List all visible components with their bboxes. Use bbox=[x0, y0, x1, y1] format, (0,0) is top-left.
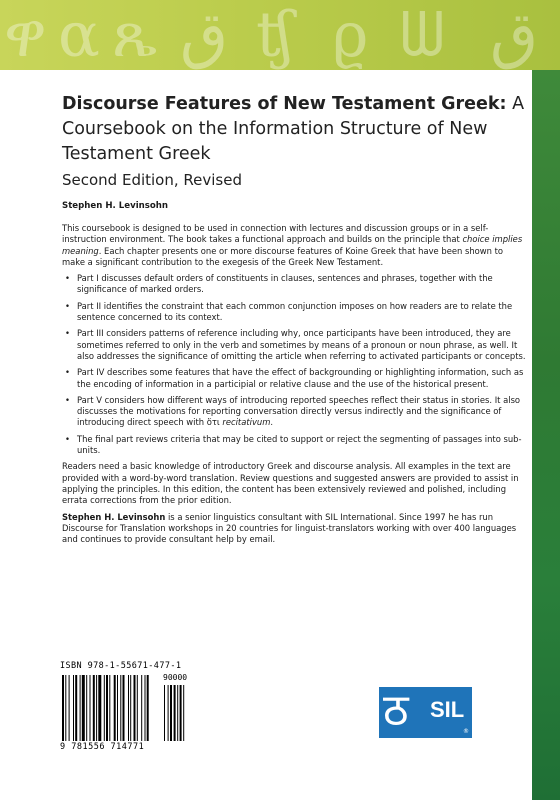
isbn-number: ISBN 978-1-55671-477-1 bbox=[60, 661, 182, 671]
decorative-glyph: ዋ bbox=[4, 0, 47, 70]
barcode-bars bbox=[62, 675, 192, 741]
intro-paragraph: This coursebook is designed to be used in connection with lectures and discussion groups or in a self-instruction environment. The book takes a functional approach and builds on the principle that choice implies meaning. Each chapter presents one or more discourse features of Koine Greek that have been shown to make a significant contribution to the exegesis of the Greek New Testament. bbox=[62, 223, 523, 267]
list-item: • Part II identifies the constraint that each common conjunction imposes on how readers are to relate the sentence concerned to its context. bbox=[65, 300, 513, 323]
readers-paragraph: Readers need a basic knowledge of introductory Greek and discourse analysis. All examples in the text are provided with a word-by-word translation. Review questions and suggested answers are provided to assist in applying the principles. In this edition, the content has been extensively reviewed and polished, including errata corrections from the prior edition. bbox=[62, 461, 519, 506]
list-item: • The final part reviews criteria that may be cited to support or reject the segmenting of passages into sub-units. bbox=[65, 433, 522, 456]
sil-logo bbox=[379, 687, 472, 738]
header-banner bbox=[0, 0, 560, 70]
list-item: • Part IV describes some features that have the effect of backgrounding or highlighting information, such as the encoding of information in a participial or relative clause and the use of the historical present. bbox=[65, 367, 524, 389]
author-bio: Stephen H. Levinsohn is a senior linguistics consultant with SIL International. Since 1997 he has run Discourse for Translation workshops in 20 countries for linguist-translators working with over 400 languages and continues to provide consultant help by email. bbox=[62, 511, 517, 545]
parts-list bbox=[62, 273, 527, 456]
list-item: • Part III considers patterns of reference including why, once participants have been introduced, they are sometimes referred to only in the verb and sometimes by means of a pronoun or noun phrase, as well. It also addresses the significance of omitting the article when referring to activated participants or concepts. bbox=[65, 328, 526, 361]
ean-number: 9 781556 714771 bbox=[60, 742, 145, 752]
trademark-symbol: ® bbox=[463, 728, 469, 735]
decorative-glyph: ʧ bbox=[256, 0, 294, 70]
decorative-glyph: α bbox=[58, 0, 100, 70]
list-item: • Part V considers how different ways of introducing reported speeches reflect their status in stories. It also discusses the motivations for reporting conversation directly versus indirectly and the significance of introducing direct speech with ὅτι recitativum. bbox=[65, 394, 521, 428]
book-title-main: Discourse Features of New Testament Greek: bbox=[62, 94, 507, 114]
back-cover-text bbox=[62, 92, 527, 550]
decorative-glyph: ጼ bbox=[112, 0, 158, 70]
edition-label: Second Edition, Revised bbox=[62, 171, 242, 189]
price-addon: 90000 bbox=[163, 673, 188, 682]
sil-logo-text: SIL bbox=[430, 697, 465, 722]
isbn-barcode bbox=[60, 661, 195, 755]
author-name: Stephen H. Levinsohn bbox=[62, 201, 169, 211]
decorative-glyph: ᗯ bbox=[400, 0, 445, 70]
side-color-strip bbox=[532, 70, 560, 800]
book-subtitle: A Coursebook on the Information Structure of New Testament Greek bbox=[62, 94, 525, 164]
decorative-glyph: ق bbox=[490, 0, 539, 70]
decorative-glyph: ﻕ bbox=[180, 0, 229, 70]
sil-logo-mark: ठ bbox=[383, 685, 409, 736]
decorative-glyph: ϱ bbox=[332, 0, 369, 70]
book-title bbox=[62, 92, 527, 167]
list-item: • Part I discusses default orders of constituents in clauses, sentences and phrases, together with the significance of marked orders. bbox=[65, 273, 493, 295]
